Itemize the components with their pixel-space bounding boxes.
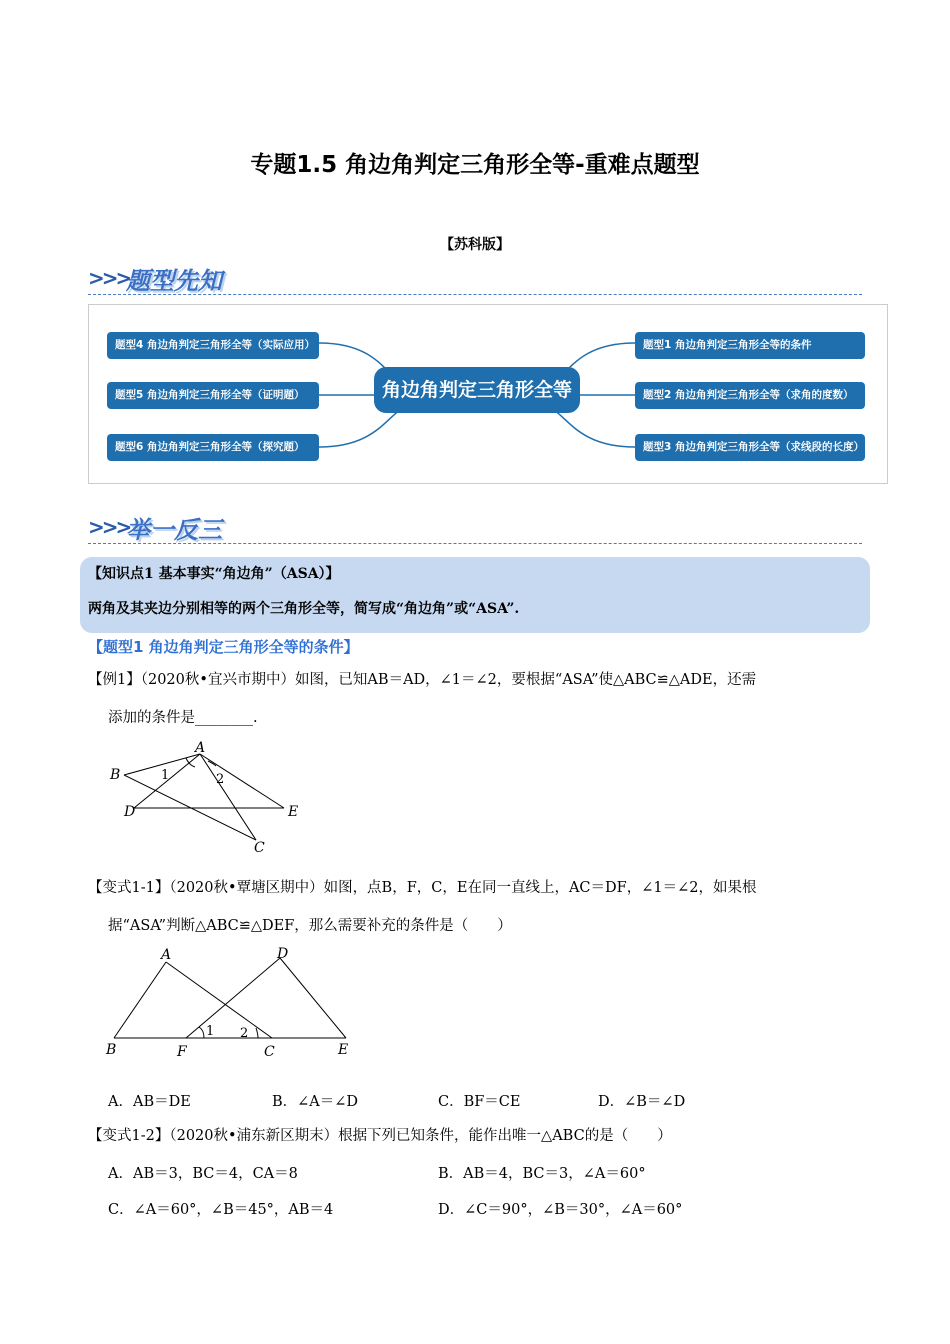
knowledge-heading: 【知识点1 基本事实“角边角”（ASA）】 [88,566,340,582]
variant11-line1 [88,878,756,898]
example1-figure [104,738,314,858]
segment-AC [166,962,272,1038]
variant11-figure [100,942,360,1064]
mindmap-node-type1: 题型1 角边角判定三角形全等的条件 [635,332,865,359]
label-angle1: 1 [206,1024,215,1039]
banner-arrows: >>> [88,515,130,539]
label-angle2: 2 [240,1026,249,1041]
label-D: D [277,946,289,962]
segment-BA [114,962,166,1038]
label-E: E [288,804,299,820]
knowledge-body: 两角及其夹边分别相等的两个三角形全等，简写成“角边角”或“ASA”. [88,601,520,617]
v11-option-d: D．∠B＝∠D [598,1094,686,1110]
label-E: E [338,1042,349,1058]
variant12-line1 [88,1126,672,1146]
example1-line1 [88,670,756,690]
variant-tag: 【变式1-2】 [88,1128,170,1144]
section-banner-practice [88,511,868,551]
angle-arc-2 [256,1028,258,1038]
v11-option-b: B．∠A＝∠D [272,1094,359,1110]
banner-divider [88,294,862,295]
banner-arrows: >>> [88,266,130,290]
mindmap-node-type6: 题型6 角边角判定三角形全等（探究题） [107,434,319,461]
segment-AE [200,754,284,808]
example-text: （2020秋•宜兴市期中）如图，已知AB＝AD，∠1＝∠2，要根据“ASA”使△ABC≌△ADE，还需 [140,672,757,688]
v12-option-d: D．∠C＝90°，∠B＝30°，∠A＝60° [438,1202,683,1218]
segment-DE [280,958,346,1038]
mindmap-node-type5: 题型5 角边角判定三角形全等（证明题） [107,382,319,409]
example1-line2: 添加的条件是________. [108,710,258,726]
segment-FD [186,958,280,1038]
banner-title: 题型先知 [126,267,222,295]
label-B: B [110,767,121,783]
variant-text: （2020秋•覃塘区期中）如图，点B，F，C，E在同一直线上，AC＝DF，∠1＝∠2，如果根 [169,880,757,896]
mindmap [88,304,888,484]
variant-text: （2020秋•浦东新区期末）根据下列已知条件，能作出唯一△ABC的是（ ） [169,1128,672,1144]
v11-option-c: C．BF＝CE [438,1094,521,1110]
segment-AC [200,754,256,840]
label-B: B [106,1042,117,1058]
section-banner-preview [88,262,868,302]
label-F: F [177,1044,187,1060]
v12-option-c: C．∠A＝60°，∠B＝45°，AB＝4 [108,1202,334,1218]
mindmap-center: 角边角判定三角形全等 [374,367,580,413]
label-A: A [161,947,172,963]
mindmap-node-type3: 题型3 角边角判定三角形全等（求线段的长度） [635,434,865,461]
question-type-heading: 【题型1 角边角判定三角形全等的条件】 [88,638,359,656]
label-A: A [195,740,206,756]
page-title: 专题1.5 角边角判定三角形全等-重难点题型 [250,152,700,178]
angle-arc-1 [199,1027,204,1038]
label-C: C [264,1044,275,1060]
mindmap-node-type2: 题型2 角边角判定三角形全等（求角的度数） [635,382,865,409]
mindmap-node-type4: 题型4 角边角判定三角形全等（实际应用） [107,332,319,359]
variant-tag: 【变式1-1】 [88,880,170,896]
v12-option-b: B．AB＝4，BC＝3，∠A＝60° [438,1166,646,1182]
label-angle1: 1 [161,768,170,783]
label-D: D [124,804,136,820]
label-angle2: 2 [216,772,225,787]
variant11-line2: 据“ASA”判断△ABC≌△DEF，那么需要补充的条件是（ ） [108,918,512,934]
banner-title: 举一反三 [126,516,222,544]
v11-option-a: A．AB＝DE [108,1094,191,1110]
edition-label: 【苏科版】 [440,237,510,253]
v12-option-a: A．AB＝3，BC＝4，CA＝8 [108,1166,298,1182]
banner-divider [88,543,862,544]
label-C: C [254,840,265,856]
example-tag: 【例1】 [88,672,141,688]
